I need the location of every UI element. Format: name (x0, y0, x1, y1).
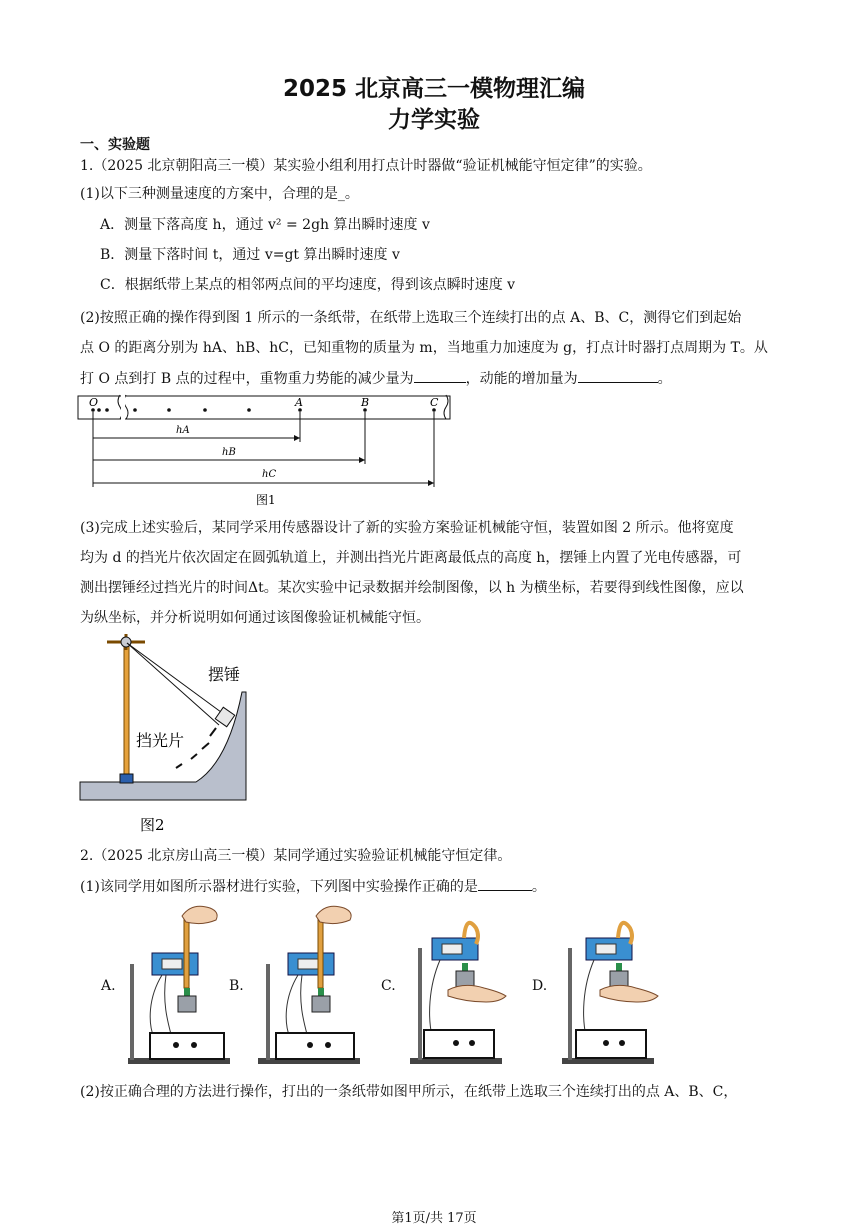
q2-part1-text: (1)该同学用如图所示器材进行实验，下列图中实验操作正确的是 (80, 879, 478, 895)
q1-part2-line3-a: 打 O 点到打 B 点的过程中，重物重力势能的减少量为 (80, 371, 414, 387)
fig1-label-b: B (361, 396, 370, 409)
fig2-caption: 图2 (140, 816, 165, 834)
page-footer: 第1页/共 17页 (391, 1211, 477, 1226)
q1-part2-line2: 点 O 的距离分别为 hA、hB、hC，已知重物的质量为 m，当地重力加速度为 g，打点计时器打点周期为 T。从 (80, 340, 768, 356)
q1-part1: (1)以下三种测量速度的方案中，合理的是_。 (80, 186, 359, 202)
apparatus-d-figure (556, 908, 676, 1068)
q1-part2-line3-b: ，动能的增加量为 (465, 371, 578, 387)
figure-2-pendulum (78, 632, 258, 838)
answer-blank-potential (414, 368, 466, 383)
q1-part3-line1: (3)完成上述实验后，某同学采用传感器设计了新的实验方案验证机械能守恒，装置如图 2 所示。他将宽度 (80, 520, 734, 536)
q1-option-a: A．测量下落高度 h，通过 v² = 2gh 算出瞬时速度 v (100, 217, 430, 233)
fig1-label-ha: hA (176, 425, 190, 436)
fig2-label-shutter: 挡光片 (136, 731, 185, 750)
q1-part3-line2: 均为 d 的挡光片依次固定在圆弧轨道上，并测出挡光片距离最低点的高度 h，摆锤上内置了光电传感器，可 (80, 550, 742, 566)
q1-part2-line3 (80, 368, 672, 389)
q1-option-c: C．根据纸带上某点的相邻两点间的平均速度，得到该点瞬时速度 v (100, 277, 516, 293)
q2-option-d-label: D. (532, 978, 548, 994)
fig1-label-a: A (295, 396, 303, 409)
q2-stem: 2.（2025 北京房山高三一模）某同学通过实验验证机械能守恒定律。 (80, 848, 512, 864)
apparatus-a-figure (122, 898, 232, 1068)
q1-part3-line3: 测出摆锤经过挡光片的时间Δt。某次实验中记录数据并绘制图像，以 h 为横坐标，若要得到线性图像，应以 (80, 580, 744, 596)
page-title: 2025 北京高三一模物理汇编 (282, 76, 586, 102)
figure-1-tape (76, 392, 456, 510)
q2-part2: (2)按正确合理的方法进行操作，打出的一条纸带如图甲所示，在纸带上选取三个连续打出的点 A、B、C， (80, 1084, 738, 1100)
q2-part1 (80, 876, 546, 897)
q2-option-a-label: A. (101, 978, 116, 994)
fig1-label-c: C (430, 396, 439, 409)
section-heading: 一、实验题 (80, 137, 150, 153)
answer-blank-kinetic (578, 368, 658, 383)
fig1-label-o: O (89, 396, 99, 409)
q1-stem: 1.（2025 北京朝阳高三一模）某实验小组利用打点计时器做“验证机械能守恒定律”的实验。 (80, 158, 652, 174)
fig1-label-hc: hC (262, 469, 277, 480)
page-subtitle: 力学实验 (388, 107, 480, 133)
q1-option-b: B．测量下落时间 t，通过 v=gt 算出瞬时速度 v (100, 247, 400, 263)
q2-part1-end: 。 (531, 879, 546, 895)
q2-option-c-label: C. (381, 978, 396, 994)
q1-part2-line3-c: 。 (657, 371, 672, 387)
q1-part2-line1: (2)按照正确的操作得到图 1 所示的一条纸带，在纸带上选取三个连续打出的点 A、B、C，测得它们到起始 (80, 310, 742, 326)
apparatus-c-figure (404, 908, 524, 1068)
answer-blank-option (478, 876, 532, 891)
apparatus-b-figure (252, 898, 362, 1068)
fig1-caption: 图1 (256, 493, 276, 507)
q2-option-b-label: B. (229, 978, 244, 994)
fig2-label-pendulum: 摆锤 (208, 665, 241, 684)
q1-part3-line4: 为纵坐标，并分析说明如何通过该图像验证机械能守恒。 (80, 610, 430, 626)
fig1-label-hb: hB (222, 447, 236, 458)
